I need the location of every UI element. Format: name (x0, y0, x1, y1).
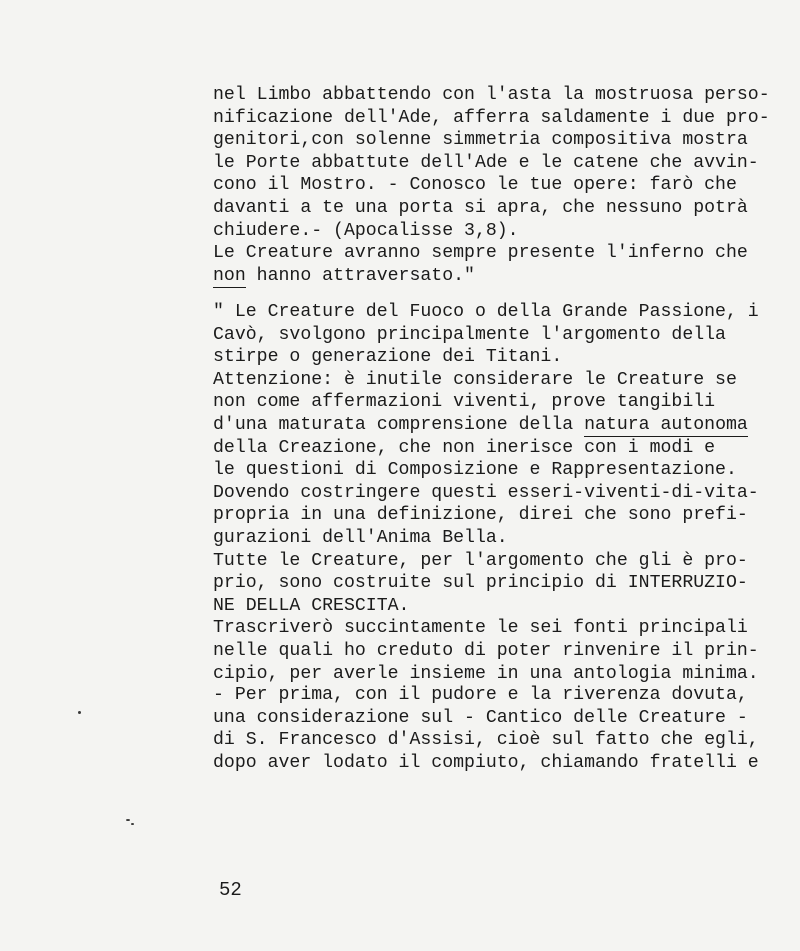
text-line: Le Creature avranno sempre presente l'inferno che (213, 243, 748, 264)
scan-speck (78, 711, 81, 714)
page-number: 52 (219, 879, 242, 901)
text-line: non come affermazioni viventi, prove tangibili (213, 392, 716, 413)
paragraph-3 (213, 684, 773, 774)
text-line: Cavò, svolgono principalmente l'argomento della (213, 324, 726, 345)
text-line: stirpe o generazione dei Titani. (213, 347, 563, 368)
text-line: NE DELLA CRESCITA. (213, 595, 410, 616)
text-fragment: d'una maturata comprensione della (213, 414, 585, 435)
text-line: " Le Creature del Fuoco o della Grande Passione, i (213, 302, 759, 322)
text-line: chiudere.- (Apocalisse 3,8). (213, 220, 519, 241)
text-fragment: hanno attraversato." (245, 265, 475, 286)
scan-speck (131, 823, 134, 825)
text-line: dopo aver lodato il compiuto, chiamando fratelli e (213, 752, 759, 773)
text-line: Trascriverò succintamente le sei fonti principali (213, 618, 748, 639)
text-line: Attenzione: è inutile considerare le Creature se (213, 369, 737, 390)
text-line: nificazione dell'Ade, afferra saldamente i due pro- (213, 107, 770, 128)
scan-speck (126, 819, 130, 821)
text-line: gurazioni dell'Anima Bella. (213, 527, 508, 548)
text-line: cono il Mostro. - Conosco le tue opere: farò che (213, 175, 737, 196)
text-line: propria in una definizione, direi che sono prefi- (213, 505, 748, 526)
text-line (213, 265, 773, 288)
paragraph-2 (213, 301, 773, 685)
text-line (213, 414, 773, 437)
text-line: Tutte le Creature, per l'argomento che gli è pro- (213, 550, 748, 571)
text-line: Dovendo costringere questi esseri-viventi-di-vita- (213, 482, 759, 503)
text-line: le questioni di Composizione e Rappresentazione. (213, 460, 737, 481)
text-line: una considerazione sul - Cantico delle Creature - (213, 707, 748, 728)
text-line: prio, sono costruite sul principio di INTERRUZIO- (213, 573, 748, 594)
text-line: le Porte abbattute dell'Ade e le catene che avvin- (213, 152, 759, 173)
text-line: cipio, per averle insieme in una antologia minima. (213, 663, 759, 684)
text-line: genitori,con solenne simmetria compositiva mostra (213, 130, 748, 151)
underlined-phrase: natura autonoma (584, 414, 748, 435)
underlined-word: non (213, 265, 246, 286)
paragraph-1 (213, 84, 773, 287)
text-line: nel Limbo abbattendo con l'asta la mostruosa perso- (213, 85, 770, 105)
text-line: - Per prima, con il pudore e la riverenza dovuta, (213, 685, 748, 705)
text-line: davanti a te una porta si apra, che nessuno potrà (213, 197, 748, 218)
text-line: della Creazione, che non inerisce con i modi e (213, 437, 716, 458)
text-line: nelle quali ho creduto di poter rinvenire il prin- (213, 640, 759, 661)
text-line: di S. Francesco d'Assisi, cioè sul fatto che egli, (213, 730, 759, 751)
